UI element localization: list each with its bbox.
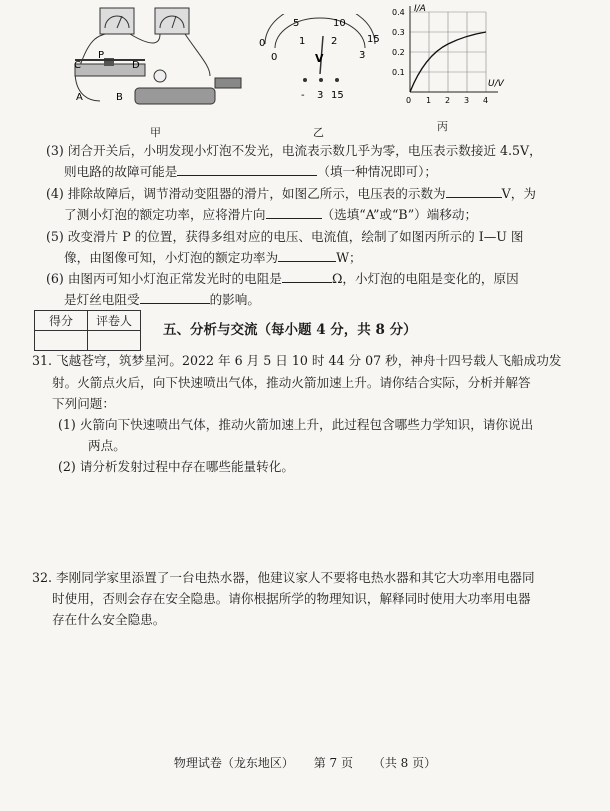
question-31-sub1: (1) 火箭向下快速喷出气体，推动火箭加速上升，此过程包含哪些力学知识，请你说出: [58, 417, 534, 432]
question-6-line1: (6) 由图丙可知小灯泡正常发光时的电阻是 Ω，小灯泡的电阻是变化的，原因: [46, 271, 519, 286]
x-tick-4: 4: [483, 96, 489, 105]
x-tick-1: 1: [426, 96, 432, 105]
graph-x-label: U/V: [488, 79, 504, 89]
terminal-15: 15: [331, 90, 344, 101]
grader-header: 评卷人: [88, 311, 141, 331]
figure-bing-label: 丙: [437, 120, 448, 133]
question-32-line1: 32. 李刚同学家里添置了一台电热水器，他建议家人不要将电热水器和其它大功率用电器同: [32, 570, 535, 585]
question-3-line1: (3) 闭合开关后，小明发现小灯泡不发光，电流表示数几乎为零，电压表示数接近 4.5V，: [46, 143, 542, 158]
question-3-line2: 则电路的故障可能是 （填一种情况即可）；: [64, 164, 437, 179]
question-31-line2: 射。火箭点火后，向下快速喷出气体，推动火箭加速上升。请你结合实际，分析并解答: [52, 375, 531, 390]
voltmeter-figure: [255, 14, 385, 104]
answer-blank-4a[interactable]: [446, 185, 502, 198]
answer-blank-4b[interactable]: [266, 206, 322, 219]
answer-blank-6b[interactable]: [140, 291, 210, 304]
terminal-neg: -: [301, 90, 305, 101]
tick-lower-1: 1: [299, 36, 306, 47]
label-b: B: [116, 92, 123, 103]
iu-graph: [388, 2, 508, 112]
score-table: [34, 310, 141, 351]
tick-upper-0: 0: [259, 38, 266, 49]
score-cell[interactable]: [35, 331, 88, 351]
answer-blank-6a[interactable]: [282, 270, 332, 283]
y-tick-0.3: 0.3: [392, 28, 405, 37]
question-5-line2: 像，由图像可知，小灯泡的额定功率为 W；: [64, 250, 362, 265]
answer-blank-5[interactable]: [278, 249, 336, 262]
x-tick-0: 0: [406, 96, 412, 105]
tick-upper-15: 15: [367, 34, 380, 45]
graph-y-label: I/A: [414, 4, 426, 14]
question-31-sub2: (2) 请分析发射过程中存在哪些能量转化。: [58, 459, 294, 474]
answer-area-32[interactable]: [52, 635, 572, 745]
question-4-line2: 了测小灯泡的额定功率，应将滑片向 （选填“A”或“B”）端移动；: [64, 207, 478, 222]
tick-upper-5: 5: [293, 18, 300, 29]
section-title: 五、分析与交流（每小题 4 分，共 8 分）: [163, 322, 417, 338]
question-5-line1: (5) 改变滑片 P 的位置，获得多组对应的电压、电流值，绘制了如图丙所示的 I—U 图: [46, 229, 524, 244]
y-tick-0.2: 0.2: [392, 48, 405, 57]
footer-page: 第 7 页: [313, 756, 353, 770]
x-tick-3: 3: [464, 96, 470, 105]
circuit-figure: [60, 6, 250, 116]
label-p: P: [98, 50, 105, 61]
label-c: C: [74, 60, 81, 71]
tick-lower-0: 0: [271, 52, 278, 63]
footer-subject: 物理试卷（龙东地区）: [173, 756, 294, 770]
grader-cell[interactable]: [88, 331, 141, 351]
question-32-line2: 时使用，否则会存在安全隐患。请你根据所学的物理知识，解释同时使用大功率用电器: [52, 591, 531, 606]
label-d: D: [132, 60, 140, 71]
question-31-line1: 31. 飞越苍穹，筑梦星河。2022 年 6 月 5 日 10 时 44 分 07 秒，神舟十四号载人飞船成功发: [32, 353, 562, 368]
y-tick-0.1: 0.1: [392, 68, 405, 77]
y-tick-0.4: 0.4: [392, 8, 405, 17]
tick-upper-10: 10: [333, 18, 346, 29]
x-tick-2: 2: [445, 96, 451, 105]
footer-total: （共 8 页）: [372, 756, 437, 770]
question-31-sub1-cont: 两点。: [88, 438, 126, 453]
score-header: 得分: [35, 311, 88, 331]
question-31-line3: 下列问题：: [52, 396, 115, 411]
question-32-line3: 存在什么安全隐患。: [52, 612, 166, 627]
tick-lower-2: 2: [331, 36, 338, 47]
question-6-line2: 是灯丝电阻受 的影响。: [64, 292, 260, 307]
voltmeter-unit: V: [315, 52, 324, 65]
page-footer: [0, 754, 610, 771]
figure-yi-label: 乙: [313, 126, 324, 139]
tick-lower-3: 3: [359, 50, 366, 61]
label-a: A: [76, 92, 83, 103]
answer-area-31[interactable]: [52, 480, 572, 560]
question-4-line1: (4) 排除故障后，调节滑动变阻器的滑片，如图乙所示，电压表的示数为 V，为: [46, 186, 536, 201]
terminal-3: 3: [317, 90, 324, 101]
figure-jia-label: 甲: [150, 126, 161, 139]
answer-blank-3[interactable]: [177, 163, 317, 176]
